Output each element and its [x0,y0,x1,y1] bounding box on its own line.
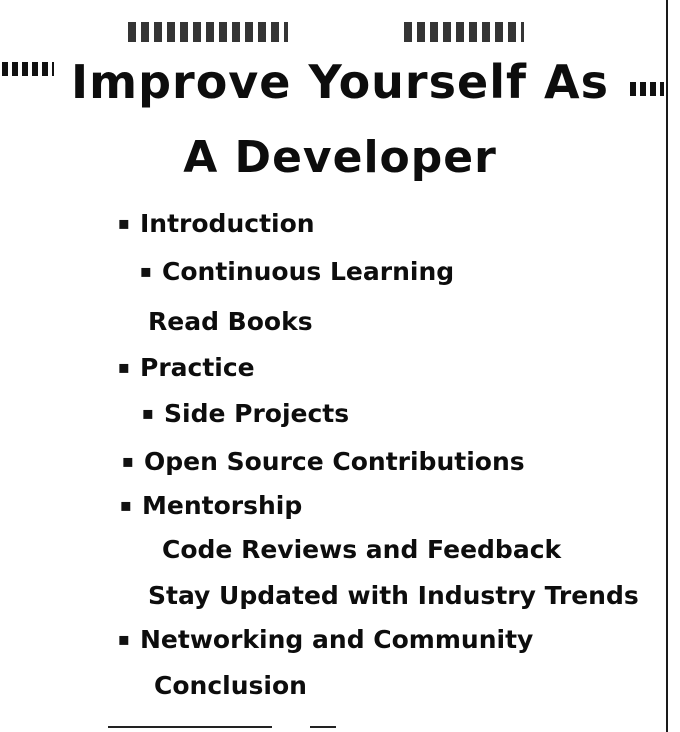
header-text-fragment [404,22,524,42]
toc-item[interactable] [96,624,533,656]
bullet-icon: ▪ [117,629,130,650]
toc-item[interactable] [104,306,313,338]
bullet-icon: ▪ [119,495,132,516]
toc-item-label: Continuous Learning [162,257,455,286]
toc-item-label: Mentorship [142,491,303,520]
toc-item-label: Networking and Community [140,625,534,654]
toc-item-label: Open Source Contributions [144,447,525,476]
toc-item[interactable] [96,208,315,240]
toc-item[interactable] [110,670,307,702]
bullet-icon: ▪ [139,261,152,282]
document-title-line-1: Improve Yourself As [71,55,609,109]
bullet-icon: ▪ [141,403,154,424]
toc-item-label: Stay Updated with Industry Trends [148,581,639,610]
toc-item-label: Practice [140,353,255,382]
footer-divider [108,726,272,728]
toc-item[interactable] [120,398,349,430]
bullet-icon: ▪ [117,213,130,234]
toc-item[interactable] [118,534,561,566]
toc-item-label: Introduction [140,209,315,238]
toc-item[interactable] [96,352,255,384]
toc-item-label: Code Reviews and Feedback [162,535,562,564]
toc-item[interactable] [98,490,302,522]
footer-divider [310,726,336,728]
toc-item[interactable] [100,446,525,478]
bullet-icon: ▪ [117,357,130,378]
bullet-icon: ▪ [121,451,134,472]
toc-item-label: Side Projects [164,399,350,428]
page-edge-divider [666,0,668,732]
document-title-line-2: A Developer [183,132,497,183]
toc-item-label: Conclusion [154,671,307,700]
toc-item-label: Read Books [148,307,313,336]
header-text-fragment [128,22,288,42]
toc-item[interactable] [118,256,454,288]
toc-item[interactable] [104,580,639,612]
